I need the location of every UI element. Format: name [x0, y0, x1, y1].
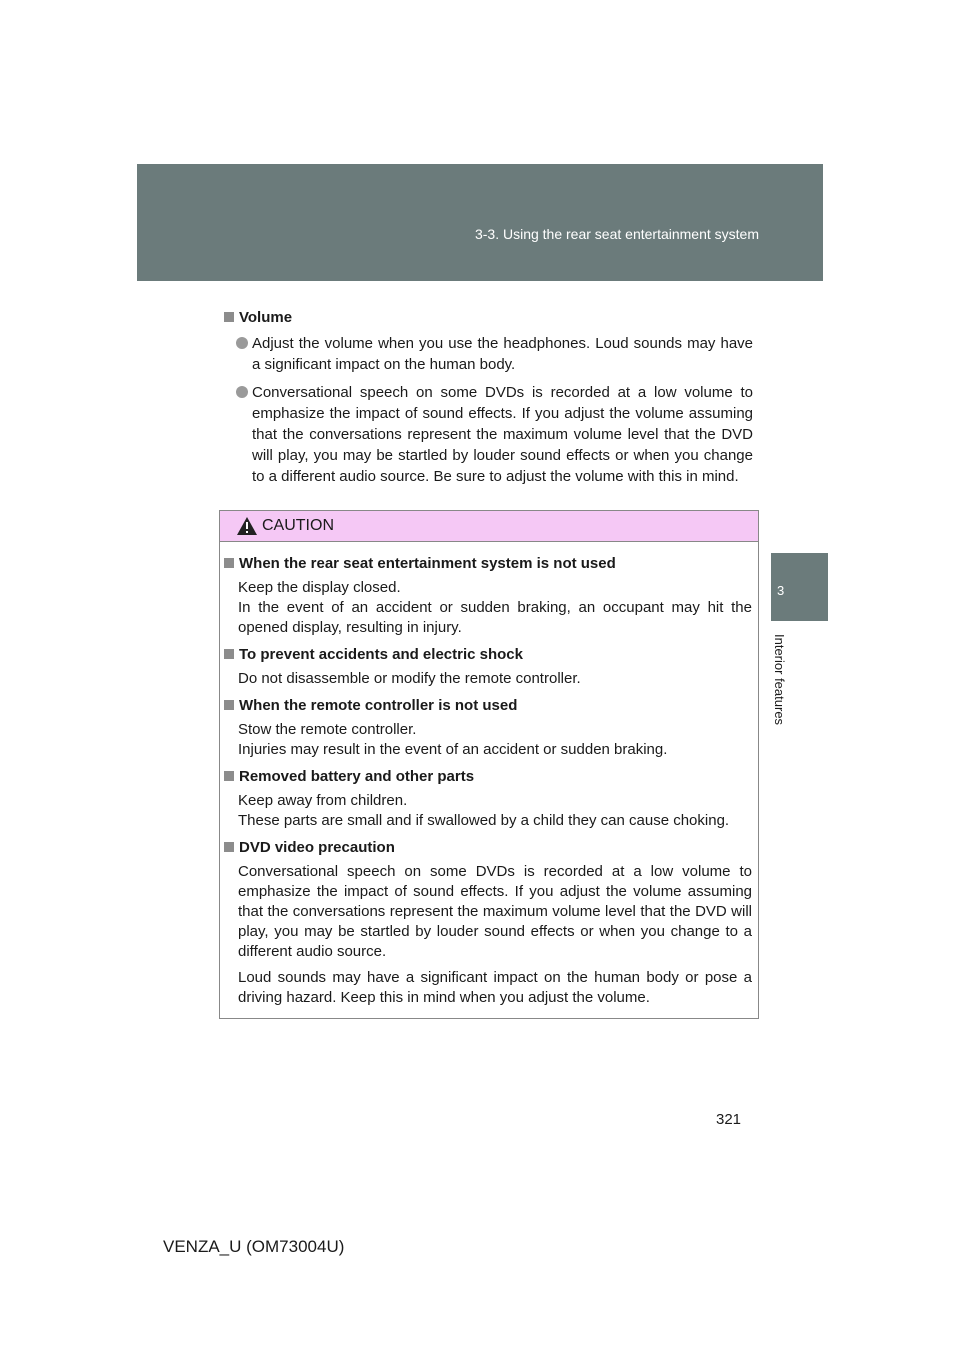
caution-body [220, 542, 758, 1008]
square-bullet-icon [224, 558, 234, 568]
chapter-label [770, 634, 790, 734]
chapter-label-text: Interior features [772, 634, 787, 726]
caution-item-title: To prevent accidents and electric shock [239, 646, 523, 663]
caution-item-text: Keep the display closed. In the event of an accident or sudden braking, an occupant may hit the opened display, resulting in injury. [238, 579, 752, 636]
page-number: 321 [716, 1111, 742, 1128]
caution-title: CAUTION [262, 517, 334, 534]
chapter-tab [771, 553, 828, 621]
square-bullet-icon [224, 649, 234, 659]
caution-item-title: DVD video precaution [239, 839, 395, 856]
square-bullet-icon [224, 771, 234, 781]
caution-item [224, 766, 752, 831]
caution-item-title: When the rear seat entertainment system is not used [239, 555, 616, 572]
caution-item [224, 837, 752, 1008]
document-code: VENZA_U (OM73004U) [163, 1237, 345, 1256]
section-heading: 3-3. Using the rear seat entertainment system [474, 226, 759, 242]
caution-item [224, 695, 752, 760]
caution-item-text: Keep away from children. These parts are small and if swallowed by a child they can cause choking. [238, 792, 730, 829]
square-bullet-icon [224, 700, 234, 710]
caution-item-text: Do not disassemble or modify the remote controller. [238, 670, 581, 687]
square-bullet-icon [224, 842, 234, 852]
round-bullet-icon [236, 386, 248, 398]
square-bullet-icon [224, 312, 234, 322]
list-item: Adjust the volume when you use the headphones. Loud sounds may have a significant impact on the human body. [236, 333, 753, 375]
caution-box [219, 510, 759, 1019]
volume-heading [224, 309, 292, 326]
volume-bullet-list [236, 333, 753, 494]
header-band [137, 164, 823, 281]
volume-title: Volume [239, 309, 293, 326]
caution-item-text: Loud sounds may have a significant impact on the human body or pose a driving hazard. Keep this in mind when you adjust the volume. [238, 969, 752, 1006]
warning-triangle-icon [236, 516, 258, 536]
caution-header [220, 511, 758, 542]
caution-item-title: When the remote controller is not used [239, 697, 518, 714]
caution-item [224, 553, 752, 638]
chapter-number: 3 [777, 583, 785, 598]
list-item: Conversational speech on some DVDs is recorded at a low volume to emphasize the impact of sound effects. If you adjust the volume assuming that the conversations represent the maximum volume level that the DVD will play, you may be startled by louder sound effects or when you change to a different audio source. Be sure to adjust the volume with this in mind. [236, 382, 753, 487]
caution-item-text: Conversational speech on some DVDs is recorded at a low volume to emphasize the impact of sound effects. If you adjust the volume assuming that the conversations represent the maximum volume level that the DVD will play, you may be startled by louder sound effects or when you change to a different audio source. [238, 863, 752, 960]
caution-item-title: Removed battery and other parts [239, 768, 475, 785]
caution-item [224, 644, 752, 689]
caution-item-text: Stow the remote controller. Injuries may result in the event of an accident or sudden braking. [238, 721, 668, 758]
round-bullet-icon [236, 337, 248, 349]
